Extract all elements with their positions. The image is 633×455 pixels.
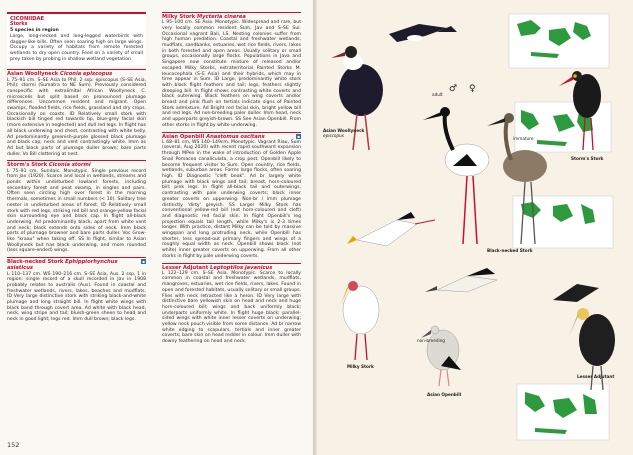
- label-text: non-breeding: [417, 338, 445, 343]
- illustration-milky-stork-flight: [347, 212, 435, 246]
- species-entry-milky-stork: [162, 12, 301, 129]
- label-text: Lesser Adjutant: [577, 374, 615, 379]
- species-text: L 110–137 cm. WS 190–216 cm. S–SE Asia, Aus. 2 ssp, 1 in region: single record of a skull recorded in Jav in 1908 probably relates to australis (Aus). Found in coastal and freshwater wetlands, rivers, lakes, beaches and mudflats. ID Very large distinctive stork with striking black-and-white plumage and long straight bill. In flight white wings with black band through covert area. Ad white with black head, neck, wing stripe and tail; bluish-green sheen to head and neck in good light; legs red. Imm dull brown; black legs.: [7, 271, 146, 323]
- species-heading: [7, 257, 146, 271]
- label-non-breeding: [417, 338, 445, 343]
- family-description: Large, long-necked and long-legged waterbirds with dagger-like bills. Often seen soaring high on large wings. Occupy a variety of habitats from remote forested wetlands to dry open country. Feed on a variety of small prey taken by probing in shallow wetland vegetation.: [10, 33, 143, 62]
- species-entry-asian-woollyneck: [7, 69, 146, 157]
- text-page: [0, 0, 313, 455]
- label-text: Asian Openbill: [427, 392, 462, 397]
- family-species-count: 5 species in region: [10, 28, 59, 34]
- label-immature: [513, 136, 533, 141]
- species-name: Black-necked Stork: [7, 259, 64, 266]
- illustration-asian-openbill-flight: [425, 268, 497, 292]
- species-entry-black-necked-stork: [7, 257, 146, 323]
- label-lesser-adjutant: [577, 374, 614, 379]
- label-asian-openbill: [427, 392, 461, 397]
- label-black-necked-stork: [487, 248, 532, 253]
- label-text: adult: [432, 92, 443, 97]
- map-reference-icon: ▪: [297, 133, 300, 139]
- family-header-box: [7, 12, 146, 65]
- species-scientific-name: Mycteria cinerea: [196, 14, 246, 20]
- female-symbol: ♀: [469, 84, 476, 94]
- range-map-adjutant: [517, 384, 609, 440]
- illustration-plate: [317, 0, 633, 455]
- illustration-black-necked-stork-adult: [423, 107, 489, 244]
- label-text: Milky Stork: [347, 364, 374, 369]
- species-entry-lesser-adjutant: [162, 263, 301, 345]
- label-storms-stork: [571, 156, 603, 161]
- species-scientific-name: Anastomus oscitans: [206, 133, 265, 140]
- label-text: Asian Woollyneck: [323, 128, 365, 133]
- male-symbol: ♂: [449, 84, 458, 94]
- map-reference-icon: ▪: [142, 259, 145, 265]
- species-heading: [162, 263, 301, 271]
- species-heading: [7, 69, 146, 77]
- species-name: Storm's Stork: [7, 162, 48, 169]
- species-text: L 75–91 cm. S–SE Asia to Phil. 2 ssp: episcopus (S–SE Asia, Phil); stormi (Sumatra to NE Sum). Previously considered conspecific with extralimital African Woollyneck C. microscelis but split based on pronounced plumage differences. Uncommon resident and migrant. Open swamps, flooded fields, rice fields, grassland and dry crops. Occasionally on coasts. ID Relatively small stork with blackish bill tinged red towards tip, blue-grey facial skin (more extensive in neglected) and dull red legs. In flight has all black underwing and chest, contrasting with white belly. Ad predominantly greenish-purple glossed black plumage and black cap; neck and vent contrastingly white. Imm as Ad but black parts of plumage duller brown; bare parts duller. Vo Bill clattering at nest.: [7, 77, 146, 157]
- illustration-milky-stork-standing: [341, 281, 379, 360]
- species-text: L 122–129 cm. S–SE Asia. Monotypic. Scarce to locally common in coastal and freshwater wetlands, mudflats, mangroves, estuaries, wet rice fields, rivers, lakes. Found in open and forested habitats, usually solitary or small groups. Flies with neck retracted like a heron. ID Very large with distinctive bare yellowish skin on head and neck and huge horn-coloured bill; wings and back uniformly black; underparts uniformly white. In flight huge black; parallel-sided wings with white inner lesser coverts on underwing; yellow neck pouch visible from some distance. Ad br narrow white edging to scapulars, tertials and inner greater coverts; bare skin on head redder in colour. Imm duller with downy feathering on head and neck.: [162, 270, 301, 345]
- label-text: Storm's Stork: [571, 156, 604, 161]
- species-text: L 95–100 cm. SE Asia. Monotypic. Widespread and rare, but very locally common resident Sum, Jav and S–SE Sul. Occasional vagrant Bali, LS. Nesting colonies suffer from high human predation. Coastal and freshwater wetlands, mudflats, sandbanks, estuaries, wet rice fields, rivers, lakes in both forested and open areas. Usually solitary or small groups, occasionally large flocks. Populations in Java and Singapore now constitute mixture of released and/or escaped Milky Storks, extraterritorial Painted Storks M. leucocephala (S–E Asia) and their hybrids, which may in time appear in Sum. ID Large, predominantly white stork with black flight feathers and tail; legs, feathers slightly drooping bill. In flight shows contrasting white coverts and black outerwing. Black feathers on wing coverts and/or breast and pink flush on tertials indicate signs of Painted Stork admixture. Ad Bright red facial skin, bright yellow bill and red legs. Ad non-breeding paler duller. Imm head, neck and upperparts greyish-brown. SS See Asian Openbill. From other storks in flight by white underwing.: [162, 20, 301, 128]
- text-column-left: [7, 12, 146, 326]
- species-name: Lesser Adjutant: [162, 264, 209, 271]
- species-scientific-name: Ephippiorhynchus asiaticus: [7, 259, 118, 272]
- species-text: L 75–91 cm. Sundaic. Monotypic. Single previous record from Jav (1920). Scarce and local in wetlands, streams and ponds within undisturbed lowland forests, including secondary forest and peat swamp, in singles and pairs. Often seen circling high over forest in the morning thermals, sometimes in small numbers (< 10). Solitary tree nester in undisturbed areas of forest. ID Relatively small stork with red legs, striking red bill and orange-yellow facial skin surrounding eye and black cap. In flight all-black underwing. Ad predominantly black, apart from white vent and neck; black extends onto sides of neck. Imm black parts of plumage browner and bare parts duller. Voc Grow-like "kraau" when taking off. SS In flight, similar to Asian Woollyneck but has black underwing, and more rounded (less square-ended) wings.: [7, 168, 146, 254]
- label-text: immature: [513, 136, 534, 141]
- family-title: CICONIIDAE: [10, 16, 45, 22]
- species-scientific-name: Leptoptilos javanicus: [210, 264, 273, 271]
- family-subtitle: Storks: [10, 22, 28, 28]
- species-text: L 68–81 cm, WS 140–149cm. Monotypic. Vagrant Riau, Sum (several, Aug 2020) with recent rapid southward expansion through MPen in the wake of introduction of Golden Apple Snail Pomacea canaliculata, a crop pest. Openbill likely to become frequent visitor to Sum. Open country, rice fields, wetlands, suburban areas. Forms large flocks, often soaring high. ID Diagnostic "cleft beak". Ad br largely white plumage with black wings and tail; breast, horn-coloured bill; pink legs. In flight all-black tail and outerwings, contrasting with pale underwing coverts; black inner greater coverts on upperwing. Non-br / imm plumage distinctly 'dirty' greyish. SS Larger Milky Stork has conventional yellow-red bill (not horn-coloured and cleft) and diagnostic red facial skin. In flight Openbill's leg projection equals tail length, while Milky's is 2-3 times longer. With practice, distant Milky can be told by massive wingspan and long protruding neck, while Openbill has shorter, less spread-out primary fingers and wings of a roughly equal width as neck. Openbill shows black (not white) inner greater coverts on upperwing. From all other storks in flight by pale underwing coverts.: [162, 139, 301, 259]
- species-name: Asian Woollyneck: [7, 71, 59, 78]
- illustration-asian-woollyneck-flight: [389, 24, 457, 42]
- species-heading: [162, 132, 301, 140]
- illustration-asian-openbill-standing: [421, 326, 461, 386]
- species-name: Milky Stork: [162, 14, 196, 20]
- plate-artwork: [317, 0, 633, 455]
- range-map-storm: [509, 14, 609, 68]
- species-scientific-name: Ciconia stormi: [48, 162, 91, 169]
- species-heading: [162, 12, 301, 20]
- label-subspecies: episcopus: [323, 133, 344, 138]
- label-milky-stork: [347, 364, 374, 369]
- label-text: Black-necked Stork: [487, 248, 533, 253]
- species-heading: [7, 160, 146, 168]
- species-name: Asian Openbill: [162, 133, 205, 140]
- range-map-blacknecked: [513, 196, 613, 248]
- label-asian-woollyneck: [323, 128, 364, 138]
- label-adult: [432, 92, 443, 97]
- species-entry-asian-openbill: [162, 132, 301, 260]
- page-number: 152: [7, 441, 20, 449]
- species-entry-storms-stork: [7, 160, 146, 254]
- species-scientific-name: Ciconia episcopus: [60, 71, 113, 78]
- text-column-right: [162, 12, 301, 348]
